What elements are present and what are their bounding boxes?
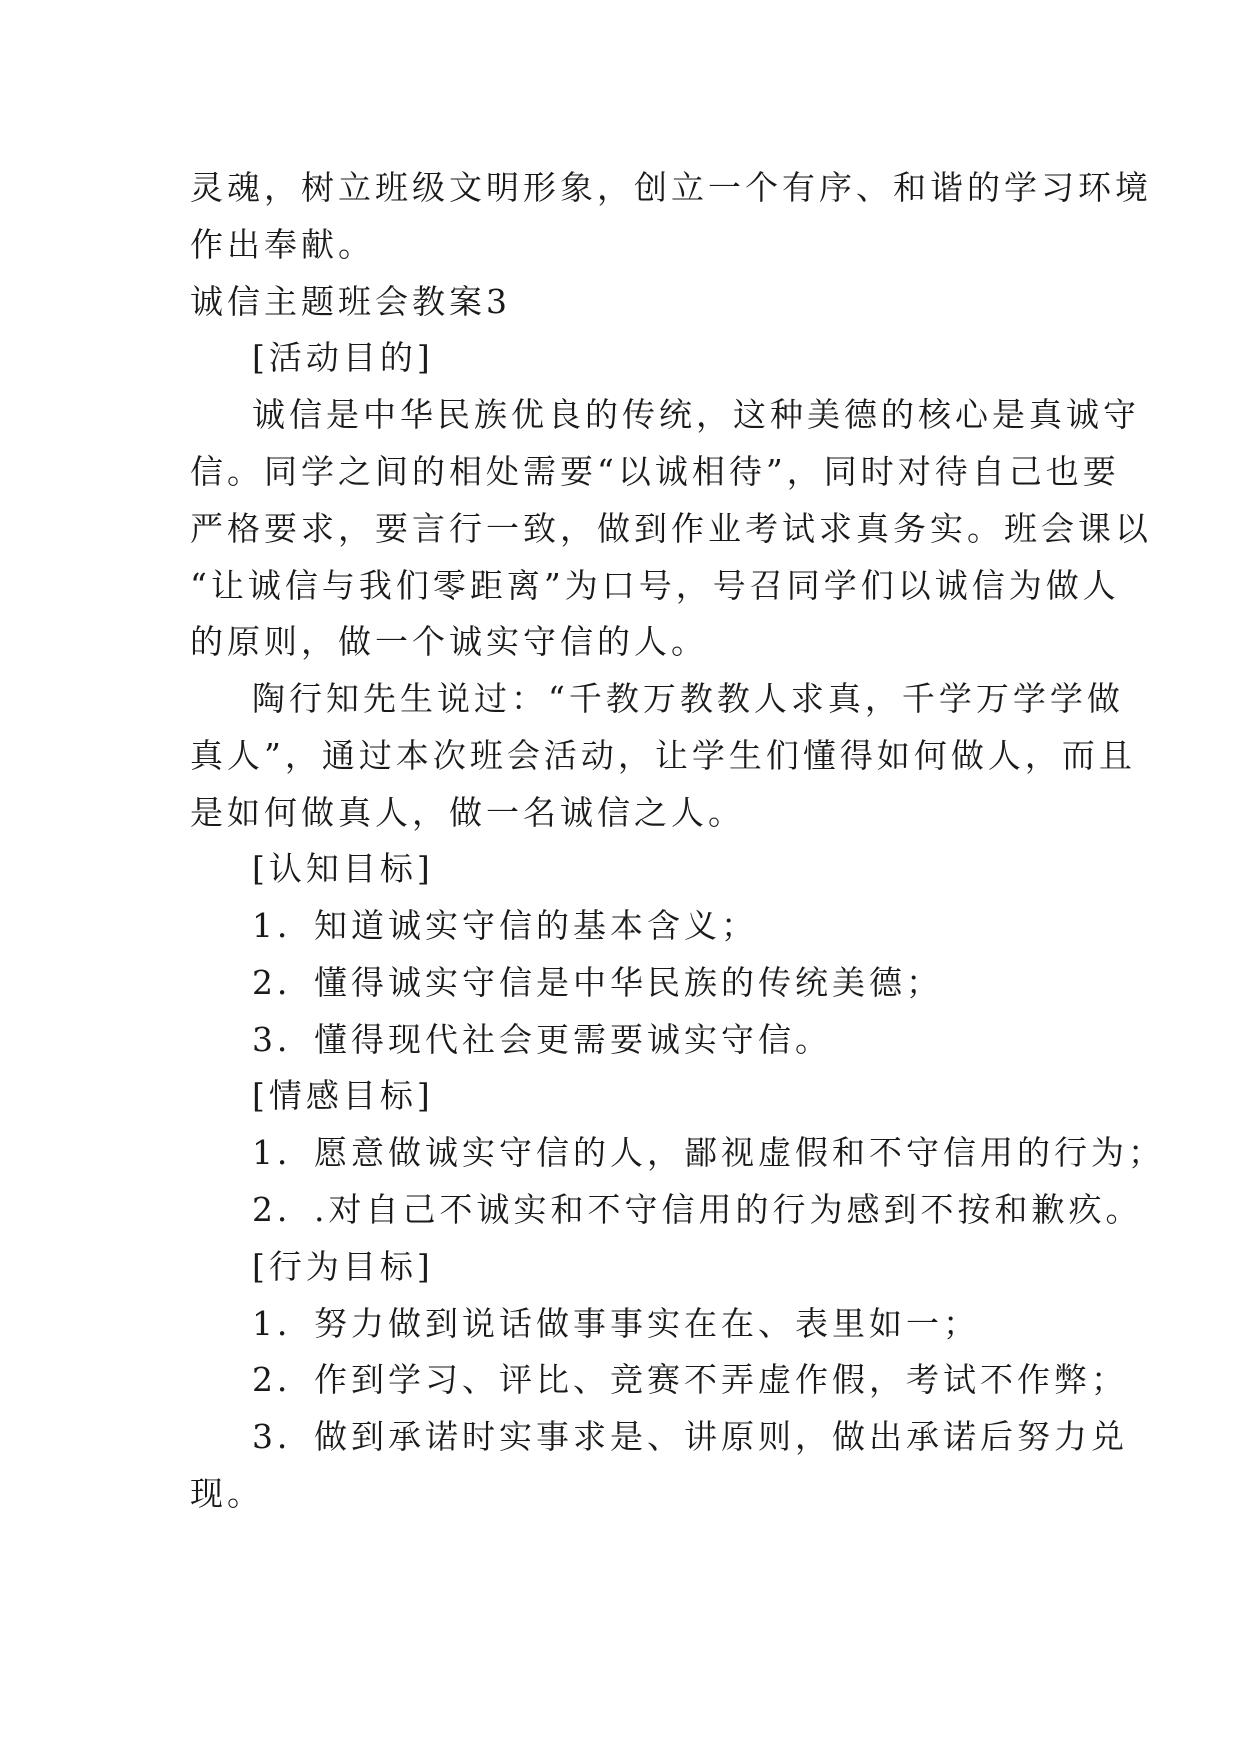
list-item: 3．做到承诺时实事求是、讲原则，做出承诺后努力兑 [252, 1417, 1128, 1456]
list-item: 2．.对自己不诚实和不守信用的行为感到不按和歉疚。 [252, 1190, 1143, 1229]
section-heading: [活动目的] [252, 338, 434, 377]
paragraph-line: 信。同学之间的相处需要“以诚相待”，同时对待自己也要 [190, 452, 1120, 491]
list-item: 3．懂得现代社会更需要诚实守信。 [252, 1020, 832, 1059]
list-item: 2．懂得诚实守信是中华民族的传统美德； [252, 963, 943, 1002]
section-title: 诚信主题班会教案3 [190, 282, 511, 321]
paragraph-line: 作出奉献。 [190, 225, 375, 264]
list-item: 1．努力做到说话做事事实在在、表里如一； [252, 1304, 980, 1343]
section-heading: [情感目标] [252, 1076, 434, 1115]
paragraph-line: 灵魂，树立班级文明形象，创立一个有序、和谐的学习环境 [190, 168, 1152, 207]
paragraph-line: 是如何做真人，做一名诚信之人。 [190, 793, 745, 832]
list-item: 2．作到学习、评比、竞赛不弄虚作假，考试不作弊； [252, 1360, 1128, 1399]
section-heading: [认知目标] [252, 849, 434, 888]
paragraph-line: 诚信是中华民族优良的传统，这种美德的核心是真诚守 [252, 395, 1140, 434]
paragraph-line: 陶行知先生说过：“千教万教教人求真，千学万学学做 [252, 679, 1124, 718]
section-heading: [行为目标] [252, 1247, 434, 1286]
paragraph-line: 现。 [190, 1474, 264, 1513]
paragraph-line: 的原则，做一个诚实守信的人。 [190, 622, 708, 661]
paragraph-line: “让诚信与我们零距离”为口号，号召同学们以诚信为做人 [190, 566, 1120, 605]
list-item: 1．愿意做诚实守信的人，鄙视虚假和不守信用的行为； [252, 1133, 1165, 1172]
paragraph-line: 严格要求，要言行一致，做到作业考试求真务实。班会课以 [190, 509, 1152, 548]
list-item: 1．知道诚实守信的基本含义； [252, 906, 758, 945]
paragraph-line: 真人”，通过本次班会活动，让学生们懂得如何做人，而且 [190, 736, 1136, 775]
